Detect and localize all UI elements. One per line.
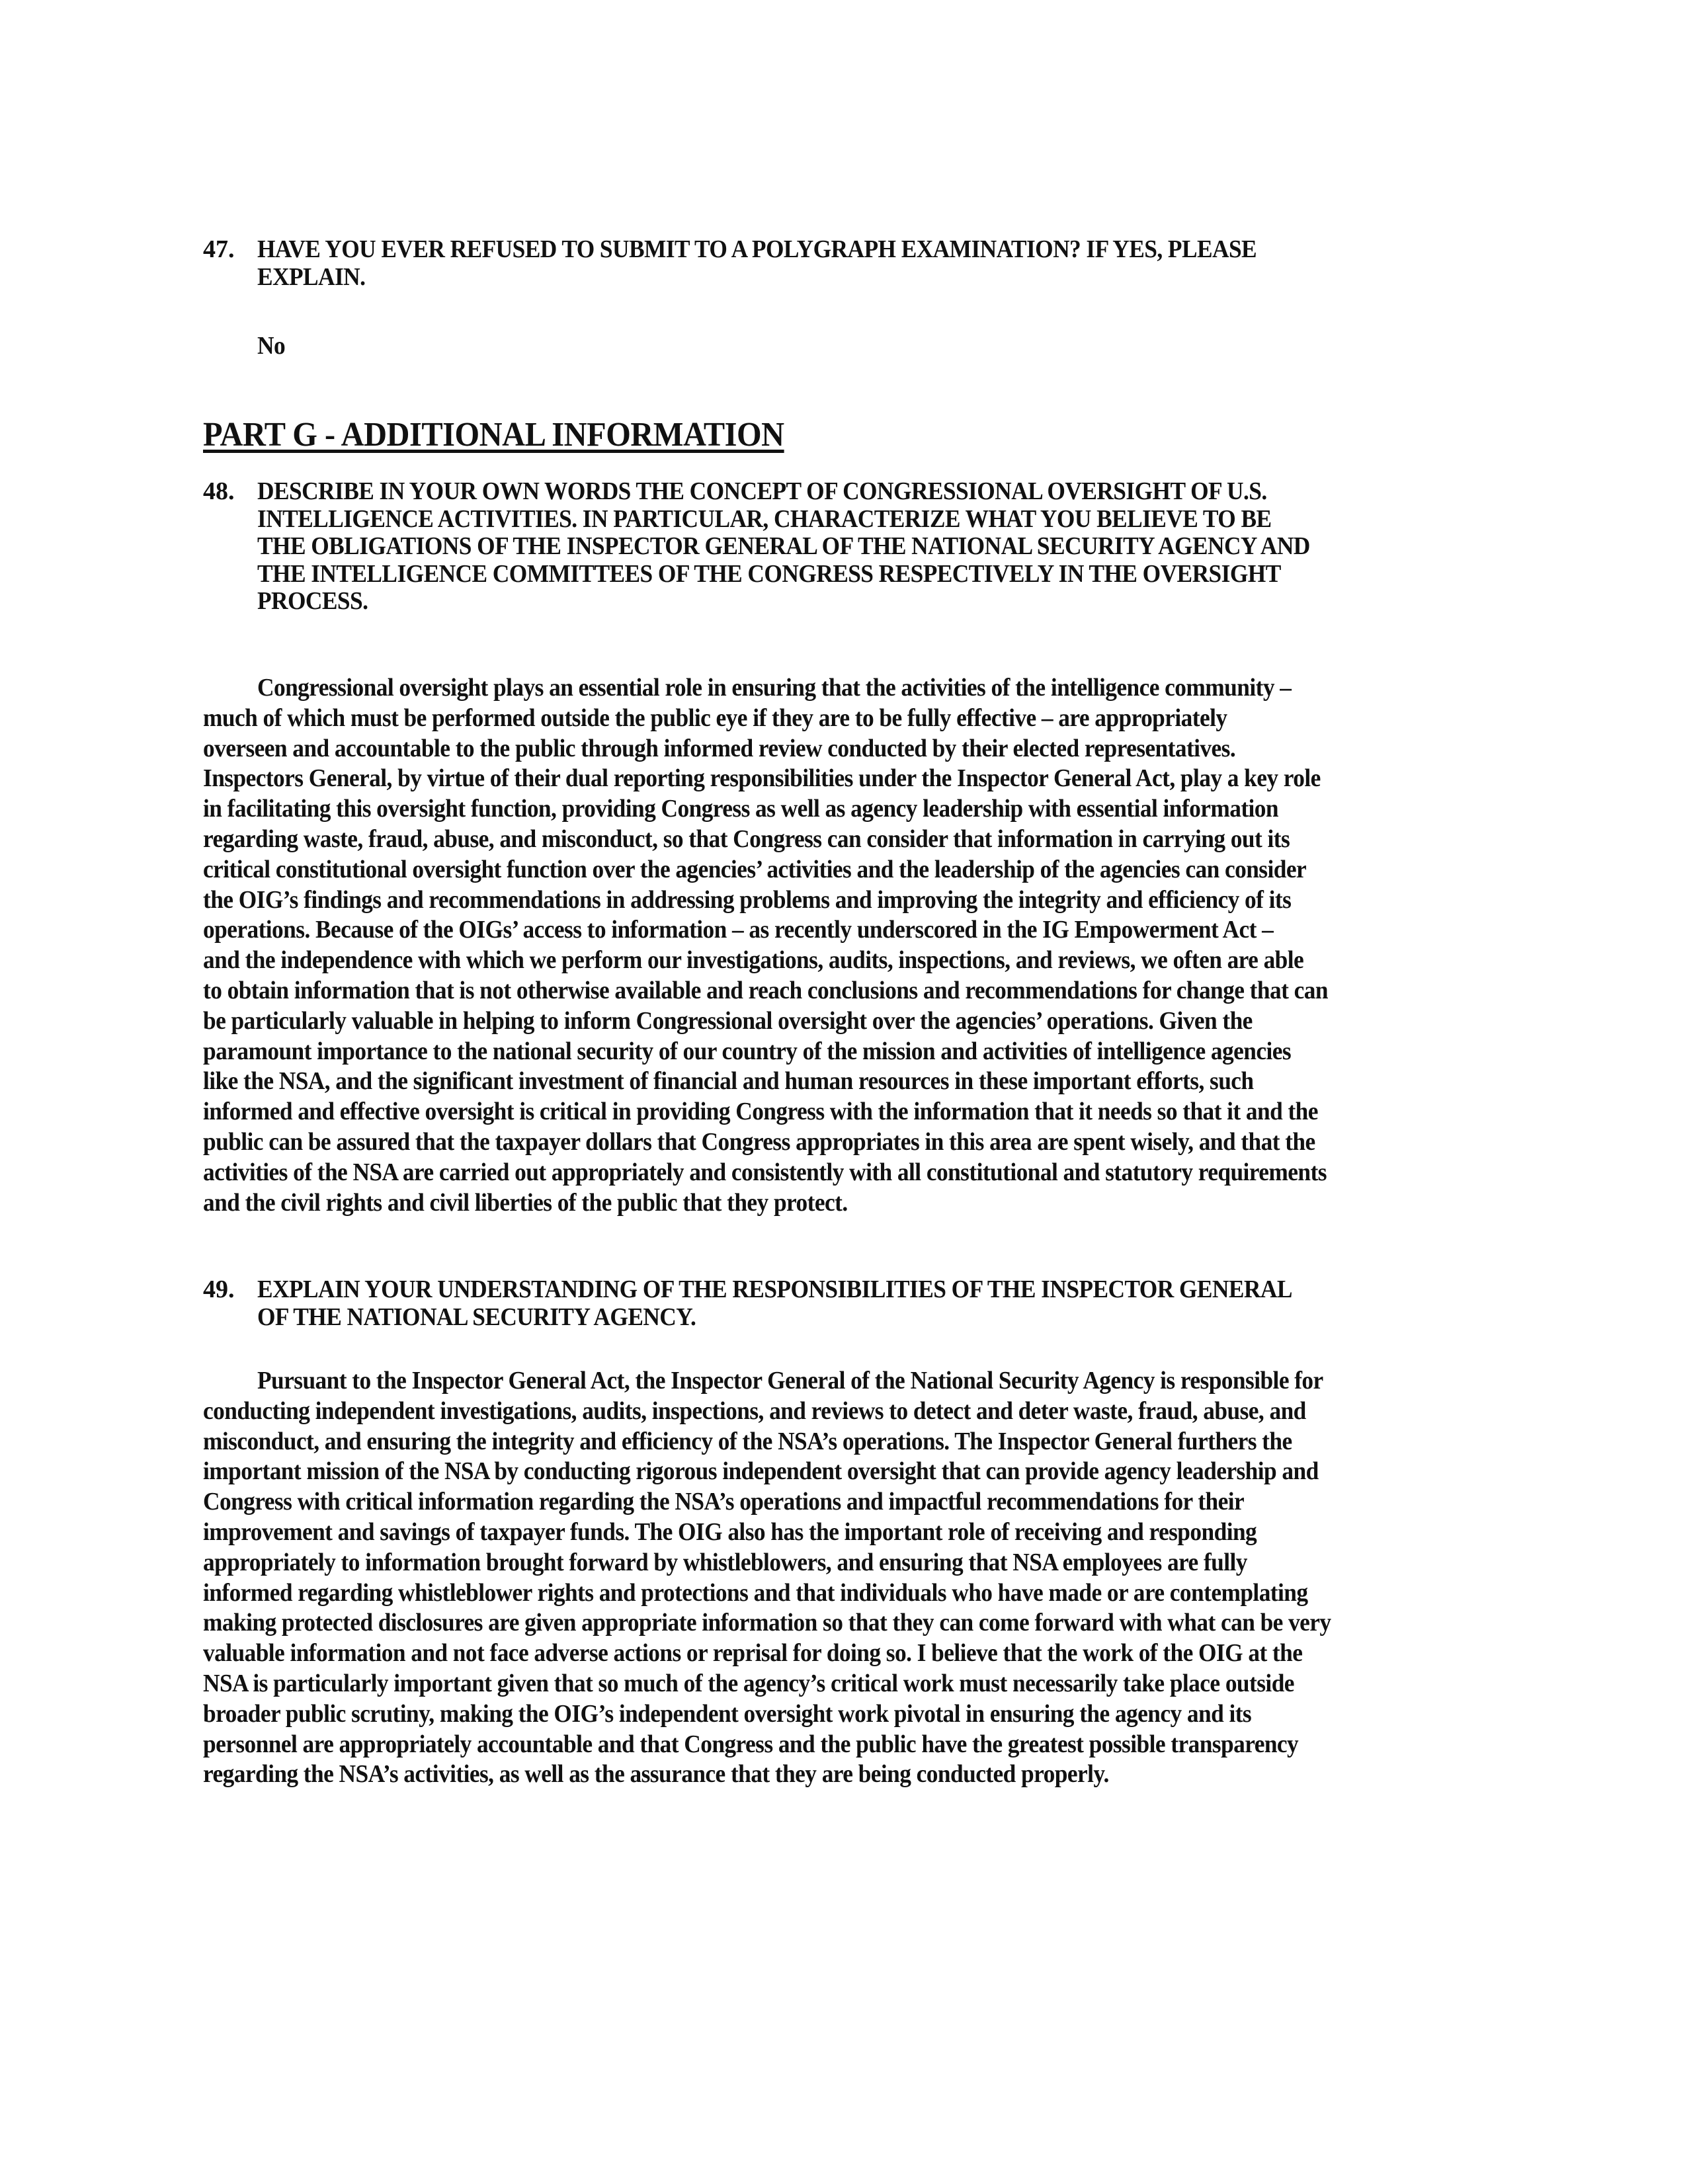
text-line: INTELLIGENCE ACTIVITIES. IN PARTICULAR, CHARACTERIZE WHAT YOU BELIEVE TO BE xyxy=(257,505,1272,533)
text-line: THE OBLIGATIONS OF THE INSPECTOR GENERAL OF THE NATIONAL SECURITY AGENCY AND xyxy=(257,532,1310,560)
question-number: 48. xyxy=(203,477,235,505)
text-line: informed regarding whistleblower rights and protections and that individuals who have made or are contemplating xyxy=(203,1578,1308,1607)
text-line: appropriately to information brought forward by whistleblowers, and ensuring that NSA employees are fully xyxy=(203,1548,1247,1576)
text-line: broader public scrutiny, making the OIG’s independent oversight work pivotal in ensuring the agency and its xyxy=(203,1699,1252,1728)
text-line: PROCESS. xyxy=(257,587,368,615)
text-line: OF THE NATIONAL SECURITY AGENCY. xyxy=(257,1303,696,1331)
text-line: be particularly valuable in helping to inform Congressional oversight over the agencies’ operations. Given the xyxy=(203,1006,1253,1035)
text-line: improvement and savings of taxpayer funds. The OIG also has the important role of receiving and responding xyxy=(203,1518,1257,1546)
part-heading: PART G - ADDITIONAL INFORMATION xyxy=(203,416,784,454)
text-line: important mission of the NSA by conducting rigorous independent oversight that can provide agency leadership and xyxy=(203,1457,1319,1486)
text-line: and the civil rights and civil liberties of the public that they protect. xyxy=(203,1188,848,1217)
text-line: valuable information and not face adverse actions or reprisal for doing so. I believe that the work of the OIG at the xyxy=(203,1639,1303,1668)
text-line: making protected disclosures are given appropriate information so that they can come forward with what can be very xyxy=(203,1609,1331,1637)
text-line: Congressional oversight plays an essential role in ensuring that the activities of the intelligence community – xyxy=(257,674,1292,702)
question-number: 49. xyxy=(203,1275,235,1303)
text-line: conducting independent investigations, audits, inspections, and reviews to detect and deter waste, fraud, abuse, and xyxy=(203,1396,1306,1425)
text-line: Congress with critical information regarding the NSA’s operations and impactful recommendations for their xyxy=(203,1488,1245,1516)
text-line: critical constitutional oversight function over the agencies’ activities and the leadership of the agencies can consider xyxy=(203,855,1307,883)
text-line: and the independence with which we perform our investigations, audits, inspections, and reviews, we often are able xyxy=(203,946,1304,975)
text-line: activities of the NSA are carried out appropriately and consistently with all constitutional and statutory requirements xyxy=(203,1158,1327,1186)
text-line: overseen and accountable to the public through informed review conducted by their elected representatives. xyxy=(203,734,1236,762)
text-line: like the NSA, and the significant investment of financial and human resources in these important efforts, such xyxy=(203,1067,1254,1096)
text-line: HAVE YOU EVER REFUSED TO SUBMIT TO A POLYGRAPH EXAMINATION? IF YES, PLEASE xyxy=(257,235,1257,263)
text-line: DESCRIBE IN YOUR OWN WORDS THE CONCEPT OF CONGRESSIONAL OVERSIGHT OF U.S. xyxy=(257,477,1267,505)
text-line: the OIG’s findings and recommendations in addressing problems and improving the integrity and efficiency of its xyxy=(203,885,1292,914)
text-line: misconduct, and ensuring the integrity and efficiency of the NSA’s operations. The Inspector General furthers the xyxy=(203,1427,1292,1455)
text-line: personnel are appropriately accountable and that Congress and the public have the greatest possible transparency xyxy=(203,1730,1299,1758)
text-line: much of which must be performed outside the public eye if they are to be fully effective – are appropriately xyxy=(203,704,1227,732)
text-line: public can be assured that the taxpayer dollars that Congress appropriates in this area are spent wisely, and that the xyxy=(203,1128,1315,1156)
text-line: EXPLAIN YOUR UNDERSTANDING OF THE RESPONSIBILITIES OF THE INSPECTOR GENERAL xyxy=(257,1275,1292,1303)
text-line: Inspectors General, by virtue of their dual reporting responsibilities under the Inspector General Act, play a key role xyxy=(203,764,1321,793)
text-line: in facilitating this oversight function, providing Congress as well as agency leadership with essential information xyxy=(203,795,1279,823)
text-line: EXPLAIN. xyxy=(257,263,366,291)
text-line: informed and effective oversight is critical in providing Congress with the information that it needs so that it and the xyxy=(203,1098,1318,1126)
text-line: regarding the NSA’s activities, as well as the assurance that they are being conducted properly. xyxy=(203,1760,1109,1789)
text-line: regarding waste, fraud, abuse, and misconduct, so that Congress can consider that information in carrying out its xyxy=(203,825,1290,853)
text-line: Pursuant to the Inspector General Act, the Inspector General of the National Security Agency is responsible for xyxy=(257,1367,1323,1395)
text-line: to obtain information that is not otherwise available and reach conclusions and recommendations for change that can xyxy=(203,977,1328,1004)
answer-text: No xyxy=(257,332,286,360)
text-line: THE INTELLIGENCE COMMITTEES OF THE CONGRESS RESPECTIVELY IN THE OVERSIGHT xyxy=(257,559,1281,588)
text-line: NSA is particularly important given that so much of the agency’s critical work must necessarily take place outside xyxy=(203,1670,1294,1697)
text-line: paramount importance to the national security of our country of the mission and activities of intelligence agencies xyxy=(203,1037,1292,1065)
question-number: 47. xyxy=(203,235,235,263)
text-line: operations. Because of the OIGs’ access to information – as recently underscored in the IG Empowerment Act – xyxy=(203,916,1274,944)
